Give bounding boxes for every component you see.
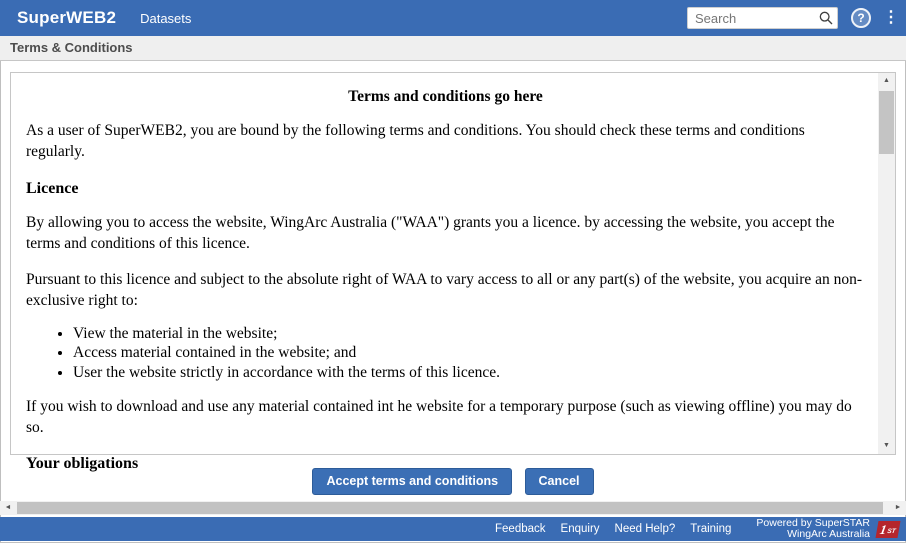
terms-heading-obligations: Your obligations xyxy=(26,455,139,473)
footer xyxy=(0,517,906,541)
vertical-scrollbar[interactable] xyxy=(878,73,895,454)
top-navbar xyxy=(0,0,906,36)
app-logo[interactable]: SuperWEB2 xyxy=(17,8,117,27)
action-bar xyxy=(0,468,906,495)
cancel-button[interactable]: Cancel xyxy=(525,468,594,495)
horizontal-scrollbar[interactable] xyxy=(0,501,906,515)
scroll-down-icon[interactable]: ▼ xyxy=(883,442,890,449)
terms-paragraph: If you wish to download and use any material contained int he website for a temporary purpose (such as viewing offline) you may do so. xyxy=(26,397,852,436)
terms-paragraph: By allowing you to access the website, WingArc Australia ("WAA") grants you a licence. by accessing the website, you accept the terms and conditions of this licence. xyxy=(26,213,835,253)
superstar-logo xyxy=(876,521,901,538)
scroll-left-icon[interactable]: ◄ xyxy=(4,504,12,511)
terms-heading-licence: Licence xyxy=(26,179,79,197)
footer-link-training[interactable]: Training xyxy=(690,523,732,535)
search-icon[interactable] xyxy=(818,10,834,26)
accept-terms-button[interactable]: Accept terms and conditions xyxy=(312,468,512,495)
terms-panel xyxy=(10,72,896,473)
terms-text xyxy=(11,73,878,473)
terms-paragraph: As a user of SuperWEB2, you are bound by the following terms and conditions. You should check these terms and conditions regularly. xyxy=(26,122,805,161)
powered-by-text xyxy=(756,518,870,540)
terms-title: Terms and conditions go here xyxy=(348,88,543,105)
terms-bullet: • View the material in the website; xyxy=(73,325,865,343)
powered-by-line2: WingArc Australia xyxy=(787,528,870,540)
powered-by-line1: Powered by SuperSTAR xyxy=(756,517,870,529)
search-input[interactable] xyxy=(687,7,838,29)
kebab-menu-icon[interactable]: ⋮ xyxy=(883,9,899,26)
footer-link-need-help[interactable]: Need Help? xyxy=(614,523,676,535)
terms-bullet: • Access material contained in the website; and xyxy=(73,344,865,362)
terms-bullet: • User the website strictly in accordance with the terms of this licence. xyxy=(73,364,865,382)
search-box xyxy=(687,7,838,29)
nav-item-datasets[interactable]: Datasets xyxy=(140,10,192,26)
vertical-scrollbar-thumb[interactable] xyxy=(879,91,894,154)
horizontal-scrollbar-thumb[interactable] xyxy=(17,502,883,514)
terms-bullet-list xyxy=(26,325,865,381)
superstar-logo-suffix: ST xyxy=(886,527,897,534)
footer-link-feedback[interactable]: Feedback xyxy=(495,523,546,535)
terms-paragraph: Pursuant to this licence and subject to the absolute right of WAA to vary access to all or any part(s) of the website, you acquire an non-exclusive right to: xyxy=(26,270,863,309)
scroll-up-icon[interactable]: ▲ xyxy=(883,77,890,84)
scroll-right-icon[interactable]: ► xyxy=(894,504,902,511)
superstar-logo-text: 1 xyxy=(878,521,889,536)
help-icon[interactable]: ? xyxy=(851,8,871,28)
page-title: Terms & Conditions xyxy=(0,36,906,61)
footer-link-enquiry[interactable]: Enquiry xyxy=(560,523,600,535)
